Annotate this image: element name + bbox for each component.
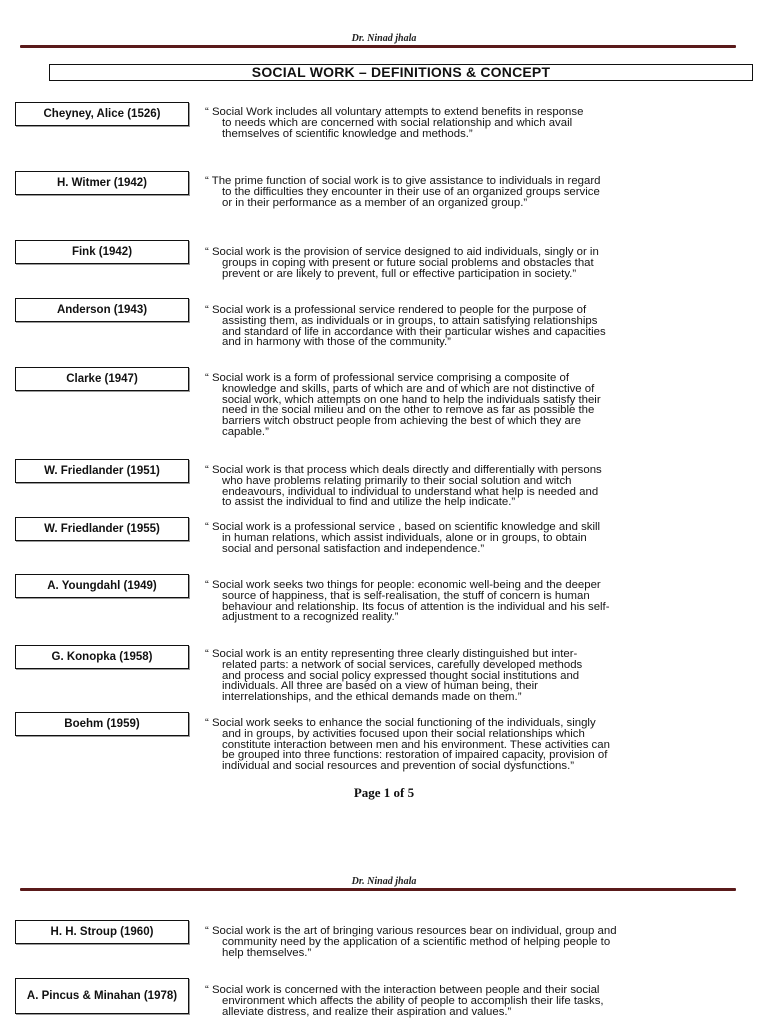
definition-friedlander-1951 <box>205 465 760 508</box>
definition-witmer <box>205 176 760 208</box>
author-label-fink: Fink (1942) <box>15 240 189 264</box>
definition-line: and in harmony with those of the community.” <box>222 336 451 349</box>
definition-line: need in the social milieu and on the other to remove as far as possible the <box>222 404 595 417</box>
definition-line: “ Social work is a form of professional service comprising a composite of <box>205 372 570 384</box>
definition-line: prevent or are likely to prevent, full or effective participation in society.” <box>222 267 577 280</box>
definition-line: social and personal satisfaction and independence.” <box>222 542 485 555</box>
definition-cheyney <box>205 107 760 139</box>
definition-line: be grouped into three functions: restoration of impaired capacity, provision of <box>222 749 608 762</box>
definition-friedlander-1955 <box>205 522 760 554</box>
definition-line: groups in coping with present or future social problems and obstacles that <box>222 256 594 269</box>
definition-konopka <box>205 649 760 703</box>
definition-line: individuals. All three are based on a view of human being, their <box>222 680 538 693</box>
definition-clarke <box>205 373 760 438</box>
definition-line: “ Social work seeks to enhance the social functioning of the individuals, singly <box>205 717 596 729</box>
header-rule <box>20 45 736 48</box>
definition-line: assisting them, as individuals or in groups, to attain satisfying relationships <box>222 314 598 327</box>
header-rule <box>20 888 736 891</box>
definition-line: to the difficulties they encounter in their use of an organized groups service <box>222 185 600 198</box>
author-label-friedlander-1951: W. Friedlander (1951) <box>15 459 189 483</box>
definition-pincus-minahan <box>205 985 760 1017</box>
definition-line: and in groups, by activities focused upon their social relationships which <box>222 727 585 740</box>
author-label-konopka: G. Konopka (1958) <box>15 645 189 669</box>
definition-line: environment which affects the ability of people to accomplish their life tasks, <box>222 994 604 1007</box>
author-label-youngdahl: A. Youngdahl (1949) <box>15 574 189 598</box>
author-label-pincus-minahan: A. Pincus & Minahan (1978) <box>15 978 189 1014</box>
definition-line: individual and social resources and prevention of social dysfunctions.” <box>222 760 575 773</box>
definition-line: “ Social work is concerned with the interaction between people and their social <box>205 984 600 996</box>
definition-line: “ Social work is a professional service , based on scientific knowledge and skill <box>205 521 601 533</box>
definition-line: help themselves.” <box>222 946 312 959</box>
definition-line: “ Social Work includes all voluntary attempts to extend benefits in response <box>205 106 584 118</box>
definition-line: barriers witch obstruct people from achieving the best of which they are <box>222 415 581 428</box>
definition-boehm <box>205 718 760 772</box>
author-label-friedlander-1955: W. Friedlander (1955) <box>15 517 189 541</box>
author-label-cheyney: Cheyney, Alice (1526) <box>15 102 189 126</box>
definition-line: knowledge and skills, parts of which are and of which are not distinctive of <box>222 382 595 395</box>
definition-line: adjustment to a recognized reality.” <box>222 611 399 624</box>
author-header: Dr. Ninad jhala <box>351 33 417 44</box>
author-header: Dr. Ninad jhala <box>351 876 417 887</box>
definition-line: to needs which are concerned with social relationship and which avail <box>222 116 573 129</box>
definition-line: community need by the application of a scientific method of helping people to <box>222 935 611 948</box>
page-title: SOCIAL WORK – DEFINITIONS & CONCEPT <box>49 64 753 81</box>
definition-fink <box>205 247 760 279</box>
definition-line: alleviate distress, and realize their aspiration and values.” <box>222 1005 512 1018</box>
definition-line: “ Social work is that process which deals directly and differentially with persons <box>205 464 602 476</box>
definition-line: “ Social work is the art of bringing various resources bear on individual, group and <box>205 925 617 937</box>
author-label-stroup: H. H. Stroup (1960) <box>15 920 189 944</box>
definition-youngdahl <box>205 580 760 623</box>
author-label-clarke: Clarke (1947) <box>15 367 189 391</box>
definition-line: themselves of scientific knowledge and methods.” <box>222 127 473 140</box>
author-label-witmer: H. Witmer (1942) <box>15 171 189 195</box>
definition-line: behaviour and relationship. Its focus of attention is the individual and his self- <box>222 600 610 613</box>
definition-line: who have problems relating primarily to their social solution and witch <box>222 474 572 487</box>
definition-line: “ The prime function of social work is to give assistance to individuals in regard <box>205 175 601 187</box>
definition-line: constitute interaction between men and his environment. These activities can <box>222 738 610 751</box>
author-label-boehm: Boehm (1959) <box>15 712 189 736</box>
definition-anderson <box>205 305 760 348</box>
definition-line: source of happiness, that is self-realisation, the stuff of concern is human <box>222 589 590 602</box>
definition-line: capable.” <box>222 425 269 438</box>
definition-line: related parts: a network of social services, carefully developed methods <box>222 658 583 671</box>
page-number: Page 1 of 5 <box>353 785 415 800</box>
definition-line: “ Social work is an entity representing three clearly distinguished but inter- <box>205 648 578 660</box>
definition-line: “ Social work seeks two things for people: economic well-being and the deeper <box>205 579 601 591</box>
definition-line: or in their performance as a member of an organized group.” <box>222 196 528 209</box>
author-label-anderson: Anderson (1943) <box>15 298 189 322</box>
definition-line: “ Social work is a professional service rendered to people for the purpose of <box>205 304 587 316</box>
definition-line: social work, which attempts on one hand to help the individuals satisfy their <box>222 393 601 406</box>
definition-line: and standard of life in accordance with their particular wishes and capacities <box>222 325 606 338</box>
definition-stroup <box>205 926 760 958</box>
definition-line: to assist the individual to find and utilize the help indicate.” <box>222 496 516 509</box>
definition-line: interrelationships, and the ethical demands made on them.” <box>222 691 522 704</box>
definition-line: “ Social work is the provision of service designed to aid individuals, singly or in <box>205 246 599 258</box>
definition-line: endeavours, individual to individual to understand what help is needed and <box>222 485 599 498</box>
definition-line: and process and social policy expressed thought social institutions and <box>222 669 580 682</box>
definition-line: in human relations, which assist individuals, alone or in groups, to obtain <box>222 531 587 544</box>
